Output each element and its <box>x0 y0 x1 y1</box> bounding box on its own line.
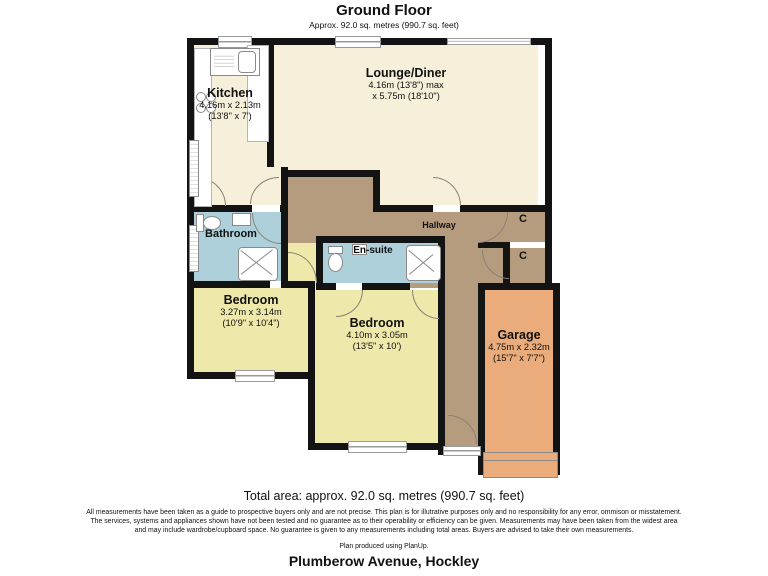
bedroom1-name: Bedroom <box>223 293 279 307</box>
room-label-cupboard1: C <box>519 213 527 225</box>
wall-bedroom1-bottom-b <box>273 372 315 379</box>
page-subtitle: Approx. 92.0 sq. metres (990.7 sq. feet) <box>309 20 459 30</box>
radiator-icon <box>189 140 199 197</box>
garage-dims-imperial: (15'7" x 7'7") <box>492 353 545 364</box>
wall-garage-right <box>553 283 560 475</box>
lounge-dims-imperial: x 5.75m (18'10") <box>372 91 440 102</box>
shower-tray-icon <box>238 247 278 281</box>
garage-name: Garage <box>497 328 541 342</box>
wall-bathroom-bottom-a <box>187 281 270 288</box>
kitchen-name: Kitchen <box>207 86 253 100</box>
lounge-window <box>335 36 381 48</box>
wall-ensuite-left <box>316 236 323 290</box>
sink-drainer-icon <box>214 53 234 69</box>
room-label-kitchen <box>184 86 276 122</box>
disclaimer-text: All measurements have been taken as a guide to prospective buyers only and are not precise. This plan is for illutrative purposes only and no responsibility for any error, ommison or misstatement. The services, systems and appliances shown have not been tested and no guarantee as to their operability or efficiency can be given. Measurements may have been taken from the widest area and may include wardrobe/cupboard space. No guarantee is given to any measurements including total areas. Buyers are advised to take their own measurements. <box>86 509 682 535</box>
wall-bedroom2-bottom-a <box>308 443 348 450</box>
room-label-cupboard2: C <box>519 250 527 262</box>
kitchen-dims-imperial: (13'8" x 7') <box>208 111 252 122</box>
garage-dims-metric: 4.75m x 2.32m <box>488 342 550 353</box>
bedroom2-dims-imperial: (13'5" x 10') <box>352 341 402 352</box>
wall-bathroom-right <box>281 167 288 288</box>
wall-lounge-bottom-right-a <box>373 205 433 212</box>
page-title: Ground Floor <box>336 2 432 19</box>
lounge-dims-metric: 4.16m (13'8") max <box>368 80 444 91</box>
room-label-bathroom: Bathroom <box>205 228 257 240</box>
room-label-lounge <box>336 66 476 102</box>
wall-bedrooms-divider <box>308 281 315 450</box>
room-label-bedroom2 <box>315 316 439 352</box>
bedroom2-name: Bedroom <box>349 316 405 330</box>
wall-lounge-bottom-left <box>281 170 380 177</box>
shower-tray-icon <box>406 245 441 281</box>
room-label-bedroom1 <box>194 293 308 329</box>
room-label-hallway: Hallway <box>422 220 456 230</box>
wall-ensuite-bottom-a <box>316 283 336 290</box>
garage-room <box>485 290 553 456</box>
bedroom2-window <box>348 441 407 453</box>
bedroom2-dims-metric: 4.10m x 3.05m <box>346 330 408 341</box>
room-label-garage <box>478 328 560 364</box>
bedroom1-dims-metric: 3.27m x 3.14m <box>220 307 282 318</box>
wall-ensuite-top <box>316 236 445 243</box>
wall-ensuite-bottom-b <box>362 283 410 290</box>
room-label-ensuite: En-suite <box>353 245 393 256</box>
wall-right <box>545 38 552 288</box>
bedroom2-room <box>315 290 438 443</box>
produced-by-text: Plan produced using PlanUp. <box>339 543 429 550</box>
address-text: Plumberow Avenue, Hockley <box>288 553 480 569</box>
garage-door-icon <box>483 452 558 478</box>
total-area-text: Total area: approx. 92.0 sq. metres (990.7 sq. feet) <box>243 489 525 503</box>
bedroom1-dims-imperial: (10'9" x 10'4") <box>222 318 280 329</box>
lounge-name: Lounge/Diner <box>365 66 447 80</box>
hallway-area-left <box>288 177 373 243</box>
wall-garage-top <box>478 283 560 290</box>
lounge-glazed-run <box>447 38 531 45</box>
wall-lounge-bottom-right-b <box>460 205 545 212</box>
wall-bedroom1-bottom-a <box>187 372 235 379</box>
basin-icon <box>232 213 251 226</box>
sink-bowl-icon <box>238 51 256 73</box>
kitchen-dims-metric: 4.16m x 2.13m <box>199 100 261 111</box>
entrance-threshold <box>443 446 481 456</box>
bedroom1-window <box>235 370 275 382</box>
